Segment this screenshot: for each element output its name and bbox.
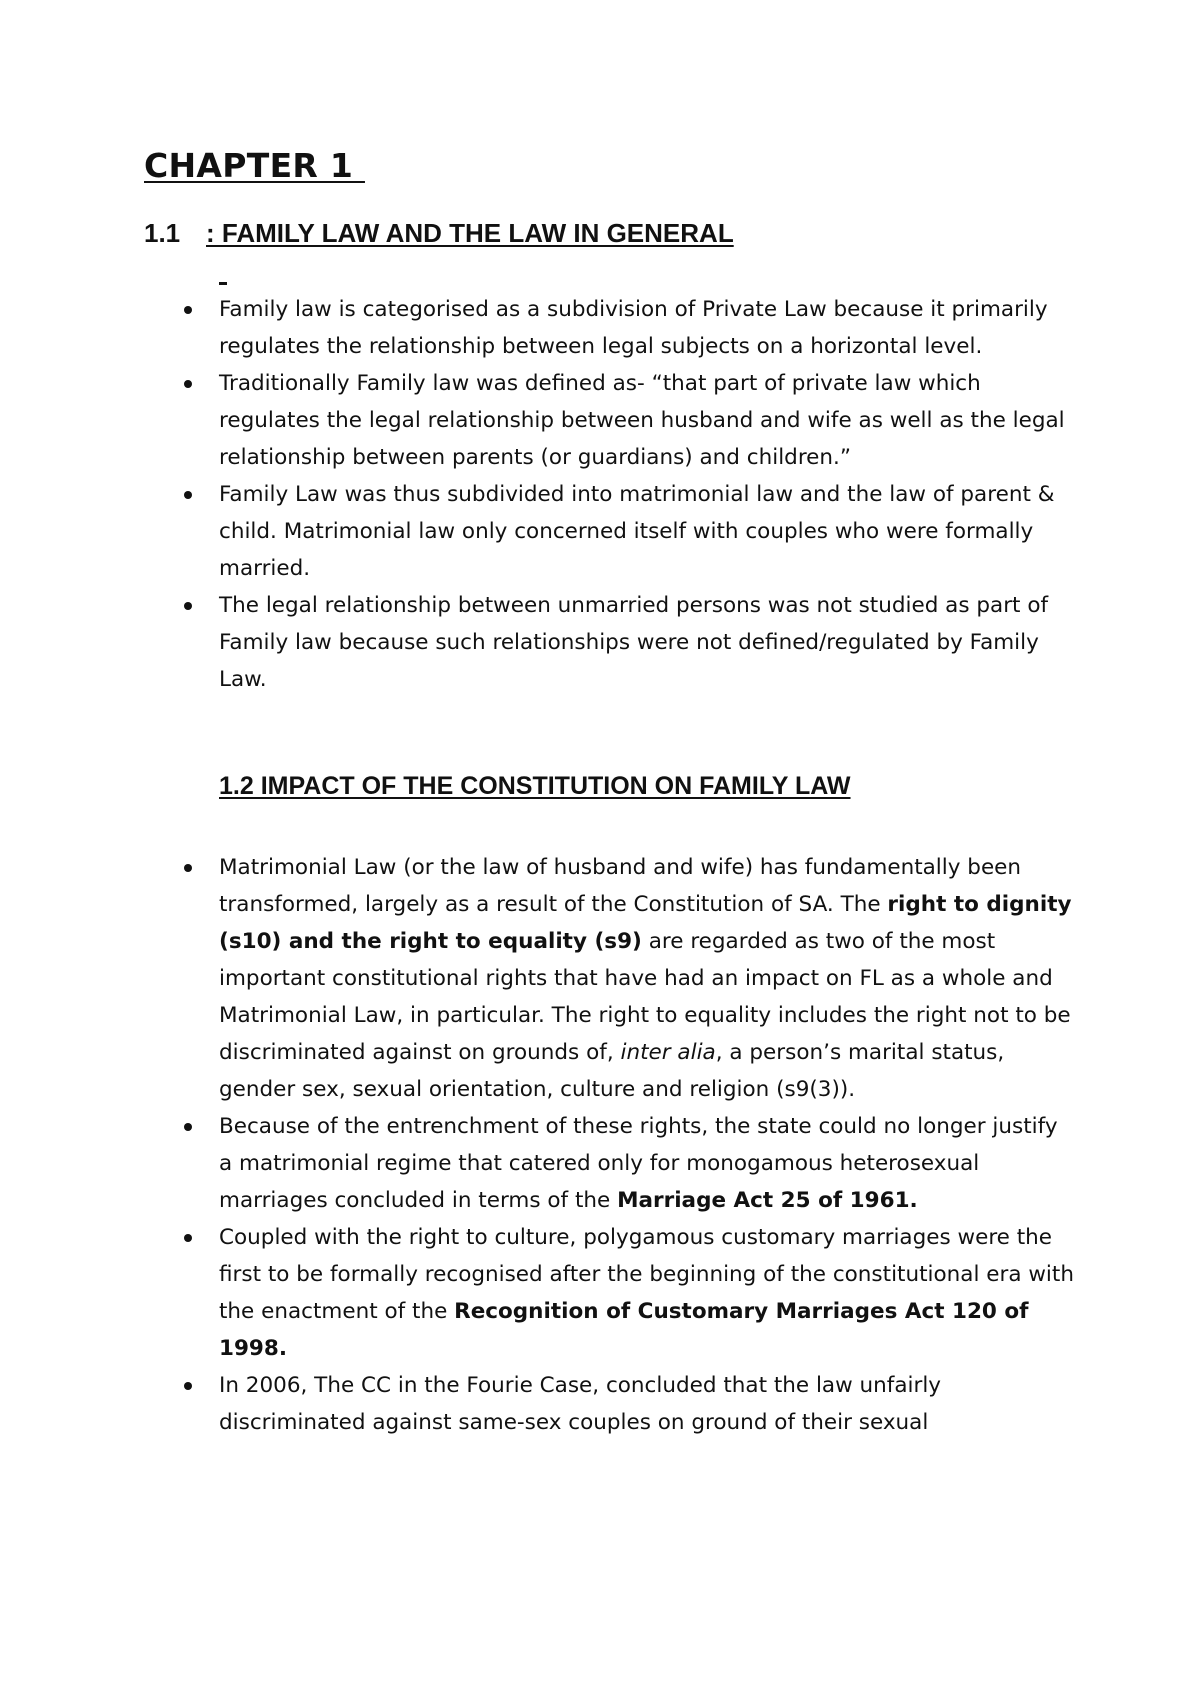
bullet-icon xyxy=(184,306,192,314)
italic-run: inter alia xyxy=(620,1040,716,1065)
list-item-text: The legal relationship between unmarried persons was not studied as part of Family law because such relationships were not defined/regulated by Family Law. xyxy=(219,593,1049,692)
text-run: , a person’s marital status, gender sex, sexual orientation, culture and religion (s9(3)). xyxy=(219,1040,1005,1102)
list-item xyxy=(176,476,1076,587)
section-1-1-number: 1.1 xyxy=(144,218,181,248)
list-item xyxy=(176,291,1076,365)
bold-run: right to dignity (s10) and the right to equality (s9) xyxy=(219,892,1072,954)
bullet-icon xyxy=(184,491,192,499)
section-1-1-title: : FAMILY LAW AND THE LAW IN GENERAL xyxy=(206,218,734,248)
dash-mark xyxy=(219,282,227,285)
list-item xyxy=(176,849,1076,1108)
bold-run: Marriage Act 25 of 1961. xyxy=(617,1188,918,1213)
list-item xyxy=(176,587,1076,698)
list-item-text xyxy=(219,1373,941,1435)
text-run: In 2006, The CC in the Fourie Case, concluded that the law unfairly discriminated against same-sex couples on ground of their sexual xyxy=(219,1373,942,1435)
chapter-title: CHAPTER 1 xyxy=(144,146,365,185)
bullet-icon xyxy=(184,380,192,388)
list-item-text xyxy=(219,855,1072,1102)
text-run: Coupled with the right to culture, polygamous customary marriages were the first to be formally recognised after the beginning of the constitutional era with the enactment of the xyxy=(219,1225,1074,1324)
bold-run: Recognition of Customary Marriages Act 120 of 1998. xyxy=(219,1299,1029,1361)
text-run: are regarded as two of the most important constitutional rights that have had an impact on FL as a whole and Matrimonial Law, in particular. The right to equality includes the right not to be discriminated against on grounds of, xyxy=(219,929,1071,1065)
text-run: Matrimonial Law (or the law of husband and wife) has fundamentally been transformed, largely as a result of the Constitution of SA. The xyxy=(219,855,1022,917)
list-item xyxy=(176,1367,1076,1441)
bullet-icon xyxy=(184,1123,192,1131)
section-1-1-heading xyxy=(144,218,734,249)
bullet-icon xyxy=(184,1234,192,1242)
section-1-1-list xyxy=(176,291,1076,698)
list-item-text: Traditionally Family law was defined as- “that part of private law which regulates the legal relationship between husband and wife as well as the legal relationship between parents (or guardians) and children.” xyxy=(219,371,1065,470)
bullet-icon xyxy=(184,1382,192,1390)
list-item-text xyxy=(219,1114,1058,1213)
section-1-2-list xyxy=(176,849,1076,1441)
list-item xyxy=(176,1108,1076,1219)
bullet-icon xyxy=(184,864,192,872)
bullet-icon xyxy=(184,602,192,610)
list-item-text: Family law is categorised as a subdivision of Private Law because it primarily regulates the relationship between legal subjects on a horizontal level. xyxy=(219,297,1048,359)
list-item-text: Family Law was thus subdivided into matrimonial law and the law of parent & child. Matrimonial law only concerned itself with couples who were formally married. xyxy=(219,482,1055,581)
list-item xyxy=(176,365,1076,476)
list-item xyxy=(176,1219,1076,1367)
section-1-2-heading: 1.2 IMPACT OF THE CONSTITUTION ON FAMILY LAW xyxy=(219,772,851,800)
list-item-text xyxy=(219,1225,1074,1361)
text-run: Because of the entrenchment of these rights, the state could no longer justify a matrimonial regime that catered only for monogamous heterosexual marriages concluded in terms of the xyxy=(219,1114,1058,1213)
